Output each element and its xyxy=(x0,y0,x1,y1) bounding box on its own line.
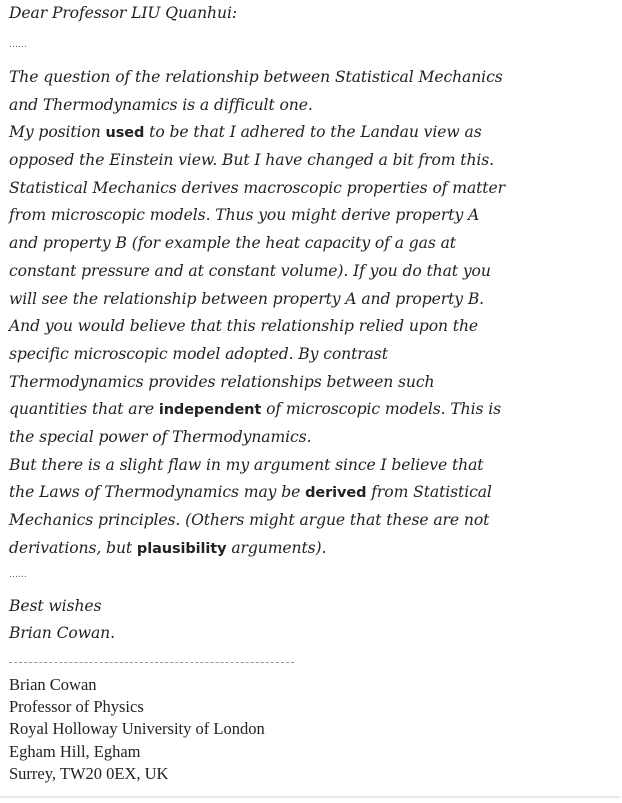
emphasized-text: plausibility xyxy=(136,540,227,557)
body-line xyxy=(9,424,505,452)
body-text: My position xyxy=(9,123,106,142)
body-text: to be that I adhered to the Landau view as xyxy=(144,123,482,142)
closing-block xyxy=(9,593,115,647)
sig-title: Professor of Physics xyxy=(9,697,144,717)
body-line xyxy=(9,396,505,424)
sig-address: Egham Hill, Egham xyxy=(9,741,141,761)
body-text: specific microscopic model adopted. By contrast xyxy=(9,344,388,363)
body-line xyxy=(9,258,505,286)
body-line xyxy=(9,369,505,397)
emphasized-text: derived xyxy=(305,485,367,502)
body-text: quantities that are xyxy=(9,400,159,419)
closing: Best wishes xyxy=(9,597,102,615)
body-text: and property B (for example the heat capacity of a gas at xyxy=(9,234,456,253)
body-line xyxy=(9,452,505,480)
body-line xyxy=(9,230,505,258)
signature-name: Brian Cowan. xyxy=(9,624,115,642)
body-text: opposed the Einstein view. But I have changed a bit from this. xyxy=(9,151,495,170)
sig-institution: Royal Holloway University of London xyxy=(9,719,265,739)
body-text: Statistical Mechanics derives macroscopic properties of matter xyxy=(9,178,505,197)
body-text: from microscopic models. Thus you might derive property A xyxy=(9,206,480,225)
ellipsis-top: …… xyxy=(9,40,27,50)
body-text: But there is a slight flaw in my argument since I believe that xyxy=(9,455,484,474)
emphasized-text: used xyxy=(105,125,145,142)
body-text: the special power of Thermodynamics. xyxy=(9,427,312,446)
body-line xyxy=(9,507,505,535)
ellipsis-bottom: …… xyxy=(9,570,27,580)
greeting: Dear Professor LIU Quanhui: xyxy=(9,4,237,22)
body-line xyxy=(9,64,505,92)
body-line xyxy=(9,92,505,120)
body-text: derivations, but xyxy=(9,538,137,557)
body-text: of microscopic models. This is xyxy=(261,400,502,419)
body-text: from Statistical xyxy=(366,483,492,502)
body-line xyxy=(9,313,505,341)
signature-block xyxy=(9,674,265,785)
body-text: Mechanics principles. (Others might argue that these are not xyxy=(9,511,490,529)
sig-postcode: Surrey, TW20 0EX, UK xyxy=(9,763,169,783)
sig-name: Brian Cowan xyxy=(9,675,97,694)
body-text: Thermodynamics provides relationships between such xyxy=(9,372,435,391)
divider xyxy=(9,662,294,663)
body-text: will see the relationship between property A and property B. xyxy=(9,289,485,308)
emphasized-text: independent xyxy=(158,402,262,419)
body-line xyxy=(9,147,505,175)
body-line xyxy=(9,175,505,203)
body-line xyxy=(9,119,505,147)
body-text: arguments). xyxy=(226,538,327,557)
body-text: The question of the relationship between Statistical Mechanics xyxy=(9,68,503,86)
body-line xyxy=(9,535,505,563)
body-line xyxy=(9,286,505,314)
letter-body xyxy=(9,64,505,562)
body-text: constant pressure and at constant volume). If you do that you xyxy=(9,261,491,280)
body-line xyxy=(9,341,505,369)
body-text: And you would believe that this relationship relied upon the xyxy=(9,317,479,336)
body-text: and Thermodynamics is a difficult one. xyxy=(9,95,313,114)
body-line xyxy=(9,479,505,507)
body-line xyxy=(9,202,505,230)
body-text: the Laws of Thermodynamics may be xyxy=(9,483,306,502)
